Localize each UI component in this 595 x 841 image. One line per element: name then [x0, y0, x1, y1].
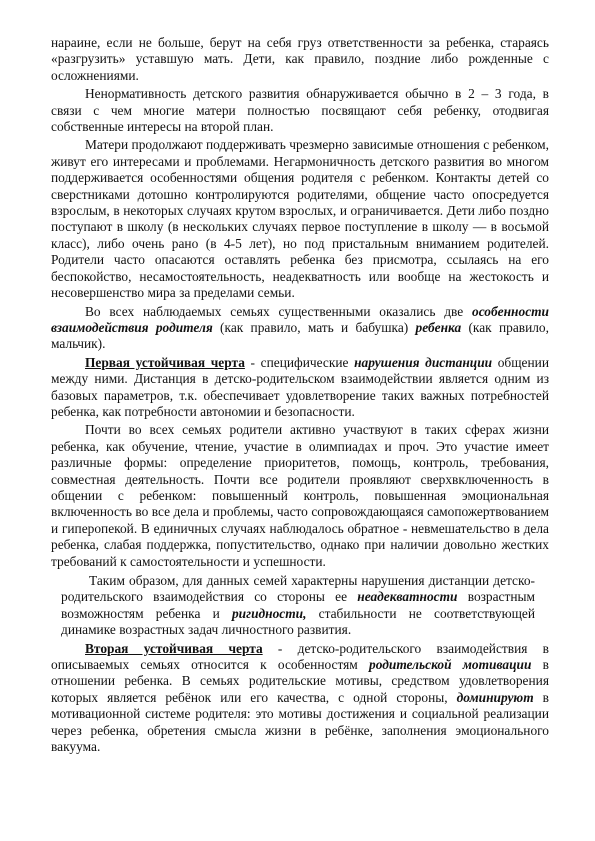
p4-text-c: (как правило, мать и бабушка) [212, 319, 416, 335]
p5-emphasis-distance: нарушения дистанции [354, 354, 493, 370]
p7-text-a: Таким образом, для данных семей характерны нарушения дистанции детско-родительского взаимодействия со стороны ее [61, 573, 535, 605]
paragraph-3: Матери продолжают поддерживать чрезмерно зависимые отношения с ребенком, живут его интересами и проблемами. Негармоничность детского развития во многом поддерживается особенностями общения родителя с ребенком. Контакты детей со сверстниками дотошно контролируются родителями, общение часто опосредуется взрослым, в некоторых случаях крутом взрослых, и ограничивается. Дети либо поздно поступают в школу (в нескольких случаях первое поступление в школу — в восьмой класс), либо очень рано (в 4-5 лет), но под пристальным вниманием родителей. Родители часто опасаются оставлять ребенка без присмотра, ссылаясь на его беспокойство, несамостоятельность, неадекватность или вообще на жестокость и несовершенство мира за пределами семьи. [51, 137, 549, 301]
p4-text-e: (как правило, мальчик). [51, 319, 549, 352]
document-page [51, 35, 549, 755]
p4-emphasis-child: ребенка [415, 319, 462, 335]
p7-text-e: стабильности не соответствующей динамике возрастных задач личностного развития. [61, 605, 535, 638]
p5-text-d: общении между ними. Дистанция в детско-родительском взаимодействии является одним из базовых параметров, т.к. обеспечивает удовлетворение таких важных потребностей ребенка, как потребности автономии и безопасности. [51, 354, 549, 419]
p8-text-b: - детско-родительского взаимодействия в описываемых семьях относится к особенностям [51, 640, 549, 673]
p5-heading-first-trait: Первая устойчивая черта [85, 354, 245, 370]
p7-emphasis-rigidity: ригидности, [231, 605, 307, 621]
paragraph-7 [51, 573, 549, 639]
p8-emphasis-motivation: родительской мотивации [369, 657, 532, 673]
paragraph-8 [51, 641, 549, 756]
p4-text-a: Во всех наблюдаемых семьях существенными оказались две [85, 303, 472, 319]
p8-text-d: в отношении ребенка. В семьях родительские мотивы, средством удовлетворения которых является ребёнок или его качества, с одной стороны, [51, 657, 550, 705]
paragraph-2: Ненормативность детского развития обнаруживается обычно в 2 – 3 года, в связи с чем многие матери полностью посвящают себя ребенку, отодвигая собственные интересы на второй план. [51, 86, 549, 135]
p8-heading-second-trait: Вторая устойчивая черта [85, 640, 263, 656]
p8-text-f: в мотивационной системе родителя: это мотивы достижения и социальной реализации через ребенка, обретения смысла жизни в ребёнке, заполнения эмоционального вакуума. [51, 689, 550, 755]
p5-text-b: - специфические [244, 354, 355, 370]
p8-emphasis-dominate: доминируют [456, 689, 534, 705]
paragraph-1: нараине, если не больше, берут на себя груз ответственности за ребенка, стараясь «разгрузить» уставшую мать. Дети, как правило, поздние либо рожденные с осложнениями. [51, 35, 549, 83]
paragraph-6: Почти во всех семьях родители активно участвуют в таких сферах жизни ребенка, как обучение, чтение, участие в олимпиадах и проч. Это участие имеет различные формы: определение приоритетов, помощь, контроль, требования, совместная деятельность. Почти все родители проявляют сверхвключенность в общении с ребенком: повышенный контроль, повышенная эмоциональная включенность во все дела и проблемы, часто сопровождающаяся самопожертвованием и гиперопекой. В единичных случаях наблюдалось обратное - невмешательство в дела ребенка, слабая поддержка, попустительство, однако при наличии довольно жестких требований к самостоятельности и успешности. [51, 422, 549, 569]
paragraph-5 [51, 355, 549, 421]
p4-emphasis-interaction: особенности взаимодействия родителя [51, 303, 549, 335]
p7-text-c: возрастным возможностям ребенка и [61, 589, 535, 621]
p7-emphasis-inadequacy: неадекватности [357, 589, 458, 605]
paragraph-4 [51, 304, 549, 353]
